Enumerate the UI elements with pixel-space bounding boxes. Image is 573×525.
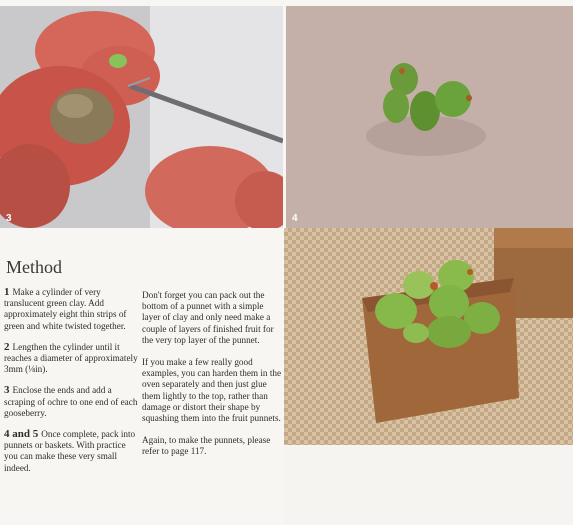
step-3 <box>4 385 138 419</box>
note-paragraph: Don't forget you can pack out the bottom of a punnet with a simple layer of clay and only need make a couple of layers of finished fruit for the very top layer of the punnet. <box>142 290 274 345</box>
step-number: 2 <box>4 340 10 353</box>
method-title: Method <box>6 257 62 277</box>
step-text: Lengthen the cylinder until it reaches a diameter of approximately 3mm (⅛in). <box>4 341 138 375</box>
note-paragraph: If you make a few really good examples, you can harden them in the oven separately and then just glue them lightly to the top, rather than damage or distort their shape by squashing them into the fruit punnets. <box>142 357 282 424</box>
method-steps <box>4 287 138 484</box>
page-margin <box>284 445 573 525</box>
step-text: Once complete, pack into punnets or baskets. With practice you can make these very small indeed. <box>4 429 136 473</box>
step-number: 4 and 5 <box>4 428 39 441</box>
step-4-and-5 <box>4 429 138 474</box>
step-number: 1 <box>4 286 10 298</box>
photo-number: 3 <box>6 213 12 224</box>
photo-number: 4 <box>292 213 298 224</box>
note-paragraph: Again, to make the punnets, please refer to page 117. <box>142 435 271 457</box>
step-number: 3 <box>4 384 10 397</box>
method-notes <box>142 290 282 469</box>
photo-step-4 <box>286 6 573 228</box>
step-2 <box>4 342 138 376</box>
step-text: Enclose the ends and add a scraping of ochre to one end of each gooseberry. <box>4 385 138 418</box>
step-1 <box>4 287 138 332</box>
photo-step-3 <box>0 6 283 228</box>
photo-punnet <box>284 228 573 445</box>
step-text: Make a cylinder of very translucent green clay. Add approximately eight thin strips of green and white twisted together. <box>4 287 127 331</box>
